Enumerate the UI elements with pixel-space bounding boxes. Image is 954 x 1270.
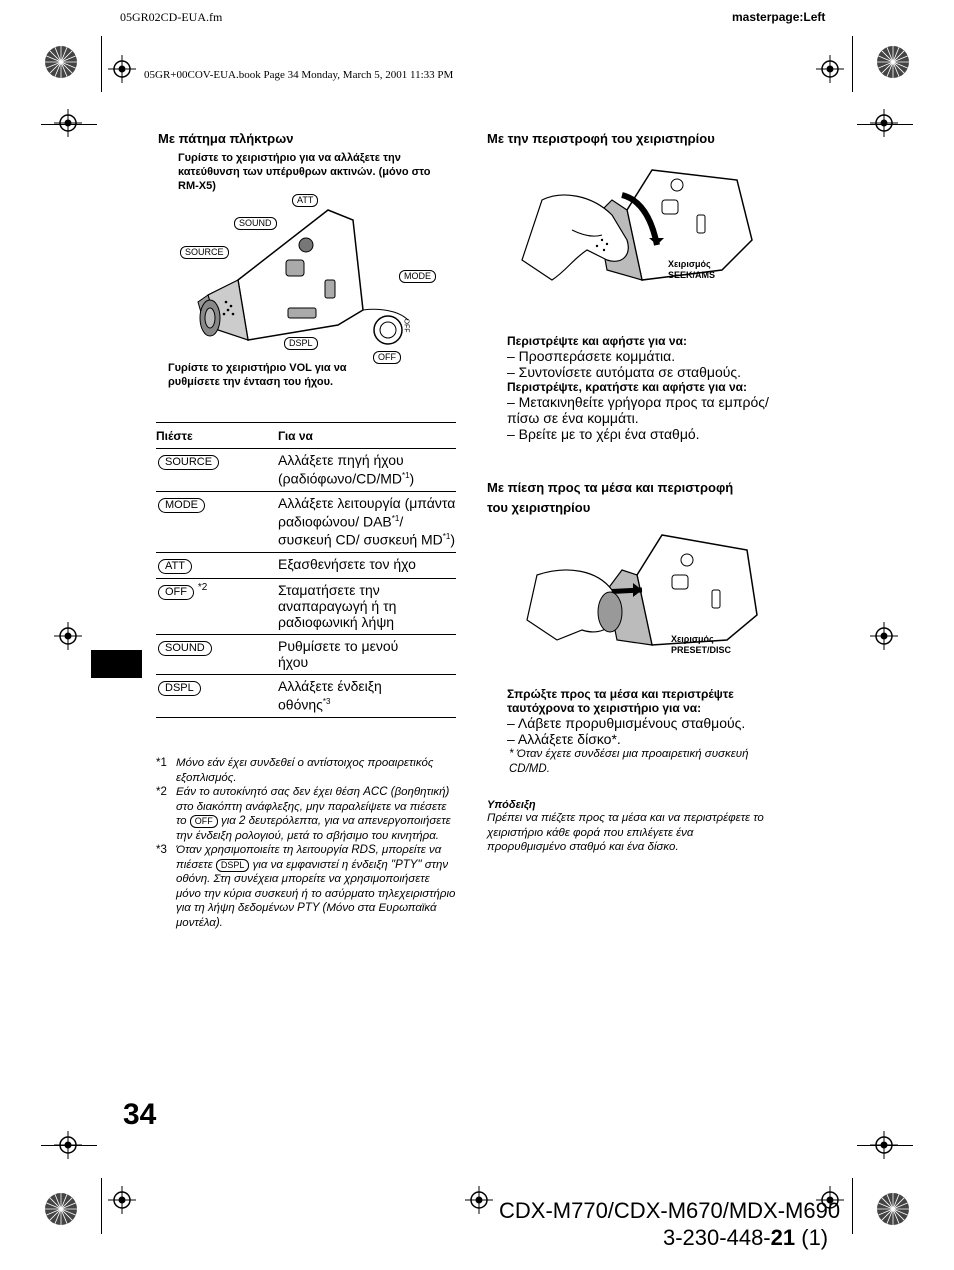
table-row	[156, 449, 456, 492]
tip-text: Πρέπει να πιέζετε προς τα μέσα και να περιστρέφετε το χειριστήριο κάθε φορά που επιλέγετε ένα προρυθμισμένο σταθμό και ένα δίσκο.	[487, 812, 764, 853]
registration-mark-icon	[870, 109, 898, 137]
right-heading-push-rotate: Με πίεση προς τα μέσα και περιστροφή του χειριστηρίου	[487, 480, 734, 515]
push-rotate-note: * Όταν έχετε συνδέσει μια προαιρετική συσκευή CD/MD.	[509, 748, 749, 775]
part-code-c: (1)	[795, 1225, 829, 1250]
off-button-ref: OFF	[190, 815, 218, 828]
fig2-label: Χειρισμός PRESET/DISC	[671, 634, 732, 655]
model-number: CDX-M770/CDX-M670/MDX-M690	[499, 1198, 841, 1223]
footnote-text: για 2 δευτερόλεπτα, για να απενεργοποιήσετε την ένδειξη ρολογιού, μετά το σβήσιμο του κινητήρα.	[176, 815, 451, 842]
label-off: OFF	[373, 351, 401, 364]
tip-box	[487, 799, 772, 855]
push-rotate-item: – Λάβετε προρυθμισμένους σταθμούς.	[507, 715, 746, 731]
dspl-button-ref: DSPL	[216, 859, 250, 872]
row-text: Αλλάξετε λειτουργία (μπάντα ραδιοφώνου/ DAB	[278, 494, 456, 530]
push-rotate-title: Σπρώξτε προς τα μέσα και περιστρέψτε ταυτόχρονα το χειριστήριο για να:	[507, 687, 734, 715]
rotate-release-item: – Συντονίσετε αυτόματα σε σταθμούς.	[507, 364, 742, 380]
row-note: *2	[197, 581, 208, 593]
dspl-button[interactable]: DSPL	[158, 681, 201, 696]
caption-top: Γυρίστε το χειριστήριο για να αλλάξετε την κατεύθυνση των υπέρυθρων ακτινών. (μόνο στο RM-X5)	[178, 152, 431, 192]
book-info-line: 05GR+00COV-EUA.book Page 34 Monday, March 5, 2001 11:33 PM	[144, 69, 454, 81]
att-button[interactable]: ATT	[158, 559, 192, 574]
label-off-small: OFF	[402, 318, 410, 333]
row-text-2: /συσκευή CD/ συσκευή MD	[278, 513, 443, 548]
registration-mark-icon	[54, 1131, 82, 1159]
footnote-mark: *3	[156, 844, 167, 856]
part-code-a: 3-230-448-	[663, 1225, 771, 1250]
rotate-hold-title: Περιστρέψτε, κρατήστε και αφήστε για να:	[507, 380, 748, 394]
row-sup: *1	[401, 471, 410, 480]
function-table	[156, 422, 456, 718]
rotate-hold-item: – Βρείτε με το χέρι ένα σταθμό.	[507, 426, 700, 442]
footnote-2	[156, 785, 456, 843]
row-sup: *1	[391, 513, 400, 523]
rotate-release-item: – Προσπεράσετε κομμάτια.	[507, 348, 676, 364]
table-header-purpose: Για να	[278, 423, 456, 449]
push-rotate-instructions	[507, 687, 792, 776]
star-target-icon	[876, 45, 910, 79]
registration-mark-icon	[108, 1186, 136, 1214]
table-row	[156, 674, 456, 717]
sound-button[interactable]: SOUND	[158, 641, 212, 656]
registration-mark-icon	[816, 55, 844, 83]
label-sound: SOUND	[234, 217, 277, 230]
section-tab-marker	[91, 650, 142, 678]
fig1-label: Χειρισμός SEEK/AMS	[668, 259, 716, 280]
page-number: 34	[123, 1098, 157, 1131]
registration-mark-icon	[870, 1131, 898, 1159]
masterpage-label: masterpage:Left	[732, 10, 826, 24]
caption-bottom: Γυρίστε το χειριστήριο VOL για να ρυθμίσετε την ένταση του ήχου.	[168, 362, 347, 388]
source-button[interactable]: SOURCE	[158, 455, 219, 470]
table-header-row	[156, 423, 456, 449]
footnote-text: Μόνο εάν έχει συνδεθεί ο αντίστοιχος προαιρετικός εξοπλισμός.	[176, 757, 434, 784]
table-row	[156, 634, 456, 674]
registration-mark-icon	[870, 622, 898, 650]
footnote-mark: *1	[156, 757, 167, 769]
rotate-hold-item: – Μετακινηθείτε γρήγορα προς τα εμπρός/πίσω σε ένα κομμάτι.	[507, 394, 769, 426]
row-tail: )	[450, 531, 456, 548]
table-row	[156, 552, 456, 578]
part-code	[663, 1225, 828, 1251]
footnotes	[156, 756, 456, 930]
star-target-icon	[44, 1192, 78, 1226]
registration-mark-icon	[108, 55, 136, 83]
table-row	[156, 578, 456, 634]
push-rotate-item: – Αλλάξετε δίσκο*.	[507, 731, 621, 747]
file-name: 05GR02CD-EUA.fm	[120, 10, 223, 24]
label-dspl: DSPL	[284, 337, 318, 350]
row-text: Αλλάξετε πηγή ήχου (ραδιόφωνο/CD/MD	[278, 452, 404, 487]
left-heading: Με πάτημα πλήκτρων	[158, 131, 294, 146]
star-target-icon	[876, 1192, 910, 1226]
table-row	[156, 491, 456, 552]
label-source: SOURCE	[180, 246, 229, 259]
part-code-b: 21	[770, 1225, 796, 1250]
label-att: ATT	[292, 194, 318, 207]
tip-title: Υπόδειξη	[487, 799, 536, 811]
row-tail: )	[409, 470, 415, 487]
mode-button[interactable]: MODE	[158, 498, 205, 513]
footnote-text: Όταν χρησιμοποιείτε τη λειτουργία RDS, μπορείτε να πιέσετε	[176, 844, 442, 871]
row-text: Ρυθμίσετε το μενού ήχου	[278, 637, 399, 670]
footnote-text: Εάν το αυτοκίνητό σας δεν έχει θέση ACC (βοηθητική) στο διακόπτη ανάφλεξης, μην παραλείψετε να πιέσετε το	[176, 786, 450, 827]
footnote-text: για να εμφανιστεί η ένδειξη "PTY" στην οθόνη. Στη συνέχεια μπορείτε να χρησιμοποιήσετε μόνο την κύρια συσκευή ή το ασύρματο τηλεχειριστήριο για τη λήψη δεδομένων PTY (Μόνο στα Ευρωπαϊκά μοντέλα).	[176, 858, 456, 929]
table-header-press: Πιέστε	[156, 423, 278, 449]
label-mode: MODE	[399, 270, 436, 283]
rotate-release-title: Περιστρέψτε και αφήστε για να:	[507, 334, 687, 348]
row-sup: *3	[322, 696, 331, 706]
star-target-icon	[44, 45, 78, 79]
right-heading-rotate: Με την περιστροφή του χειριστηρίου	[487, 131, 715, 146]
row-text: Αλλάξετε ένδειξη οθόνης	[278, 677, 382, 713]
footnote-3	[156, 843, 456, 930]
registration-mark-icon	[54, 622, 82, 650]
footnote-1	[156, 756, 456, 785]
row-text: Εξασθενήσετε τον ήχο	[278, 555, 416, 572]
rotate-instructions	[507, 334, 792, 442]
registration-mark-icon	[54, 109, 82, 137]
footnote-mark: *2	[156, 786, 167, 798]
row-text: Σταματήσετε την αναπαραγωγή ή τη ραδιοφωνική λήψη	[278, 581, 397, 630]
off-button[interactable]: OFF	[158, 585, 194, 600]
registration-mark-icon	[465, 1186, 493, 1214]
row-sup-2: *1	[442, 532, 451, 542]
hand-rotate-illustration	[512, 160, 762, 310]
